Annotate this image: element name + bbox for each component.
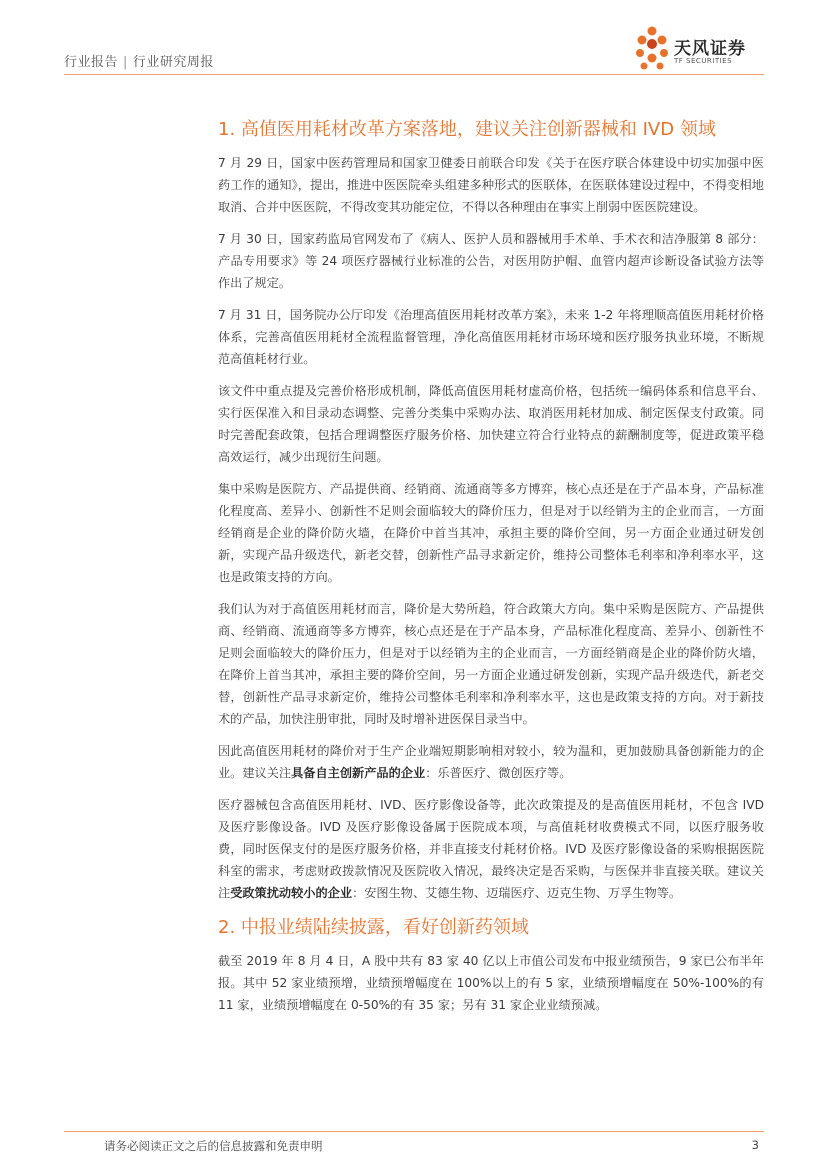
- header-divider: [64, 74, 764, 75]
- paragraph: 截至 2019 年 8 月 4 日，A 股中共有 83 家 40 亿以上市值公司发布中报业绩预告，9 家已公布半年报。其中 52 家业绩预增，业绩预增幅度在 100%以上的有 5 家，业绩预增幅度在 50%-100%的有 11 家，业绩预增幅度在 0-50%的有 35 家；另有 31 家企业业绩预减。: [218, 954, 764, 1012]
- highlight-text: 受政策扰动较小的企业: [230, 886, 353, 900]
- paragraph: 7 月 30 日，国家药监局官网发布了《病人、医护人员和器械用手术单、手术衣和洁净服第 8 部分：产品专用要求》等 24 项医疗器械行业标准的公告，对医用防护帽、血管内超声诊断设备试验方法等作出了规定。: [218, 232, 764, 290]
- main-content: [218, 116, 764, 1016]
- paragraph: [218, 794, 764, 904]
- paragraph-text: 因此高值医用耗材的降价对于生产企业端短期影响相对较小，较为温和，更加鼓励具备创新能力的企业。建议关注: [218, 744, 764, 780]
- logo-cn-name: 天风证券: [674, 39, 746, 59]
- flower-logo-icon: [632, 24, 672, 72]
- paragraph: 7 月 31 日，国务院办公厅印发《治理高值医用耗材改革方案》，未来 1-2 年将理顺高值医用耗材价格体系，完善高值医用耗材全流程监督管理，净化高值医用耗材市场环境和医疗服务执业环境，不断规范高值耗材行业。: [218, 308, 764, 366]
- breadcrumb-separator: |: [123, 55, 128, 70]
- highlight-text: 具备自主创新产品的企业: [291, 766, 426, 780]
- page-header: [64, 39, 764, 74]
- paragraph: 集中采购是医院方、产品提供商、经销商、流通商等多方博弈，核心点还是在于产品本身，产品标准化程度高、差异小、创新性不足则会面临较大的降价压力，但是对于以经销为主的企业而言，一方面经销商是企业的降价防火墙，在降价中首当其冲，承担主要的降价空间，另一方面企业通过研发创新，实现产品升级迭代，新老交替，创新性产品寻求新定价，维持公司整体毛利率和净利率水平，这也是政策支持的方向。: [218, 482, 764, 584]
- paragraph-text: 医疗器械包含高值医用耗材、IVD、医疗影像设备等，此次政策提及的是高值医用耗材，不包含 IVD 及医疗影像设备。IVD 及医疗影像设备属于医院成本项，与高值耗材收费模式不同，以医疗服务收费，同时医保支付的是医疗服务价格，并非直接支付耗材价格。IVD 及医疗影像设备的采购根据医院科室的需求，考虑财政拨款情况及医院收入情况，最终决定是否采购，与医保并非直接关联。建议关注: [218, 798, 764, 900]
- paragraph-text: ：安图生物、艾德生物、迈瑞医疗、迈克生物、万孚生物等。: [352, 886, 682, 900]
- section-2-title: 2. 中报业绩陆续披露，看好创新药领域: [218, 917, 529, 938]
- paragraph: 我们认为对于高值医用耗材而言，降价是大势所趋，符合政策大方向。集中采购是医院方、产品提供商、经销商、流通商等多方博弈，核心点还是在于产品本身，产品标准化程度高、差异小、创新性不足则会面临较大的降价压力，但是对于以经销为主的企业而言，一方面经销商是企业的降价防火墙，在降价上首当其冲，承担主要的降价空间，另一方面企业通过研发创新，实现产品升级迭代，新老交替，创新性产品寻求新定价，维持公司整体毛利率和净利率水平，这也是政策支持的方向。对于新技术的产品，加快注册审批，同时及时增补进医保目录当中。: [218, 602, 764, 726]
- report-subtype: 行业研究周报: [132, 55, 214, 70]
- breadcrumb: [64, 51, 214, 70]
- logo-en-name: TF SECURITIES: [674, 57, 733, 65]
- report-type: 行业报告: [64, 55, 119, 70]
- paragraph: [218, 740, 764, 784]
- paragraph: 该文件中重点提及完善价格形成机制，降低高值医用耗材虚高价格，包括统一编码体系和信息平台、实行医保准入和目录动态调整、完善分类集中采购办法、取消医用耗材加成、制定医保支付政策。同时完善配套政策，包括合理调整医疗服务价格、加快建立符合行业特点的薪酬制度等，促进政策平稳高效运行，减少出现衍生问题。: [218, 384, 764, 464]
- disclaimer-text: 请务必阅读正文之后的信息披露和免责申明: [104, 1139, 323, 1153]
- footer-divider: [64, 1131, 764, 1132]
- paragraph: 7 月 29 日，国家中医药管理局和国家卫健委日前联合印发《关于在医疗联合体建设中切实加强中医药工作的通知》，提出，推进中医医院牵头组建多种形式的医联体，在医联体建设过程中，不得变相地取消、合并中医医院，不得改变其功能定位，不得以各种理由在事实上削弱中医医院建设。: [218, 156, 764, 214]
- section-1-title: 1. 高值医用耗材改革方案落地，建议关注创新器械和 IVD 领域: [218, 119, 716, 140]
- company-logo: [632, 24, 764, 74]
- paragraph-text: ：乐普医疗、微创医疗等。: [425, 766, 572, 780]
- page-number: 3: [751, 1138, 759, 1152]
